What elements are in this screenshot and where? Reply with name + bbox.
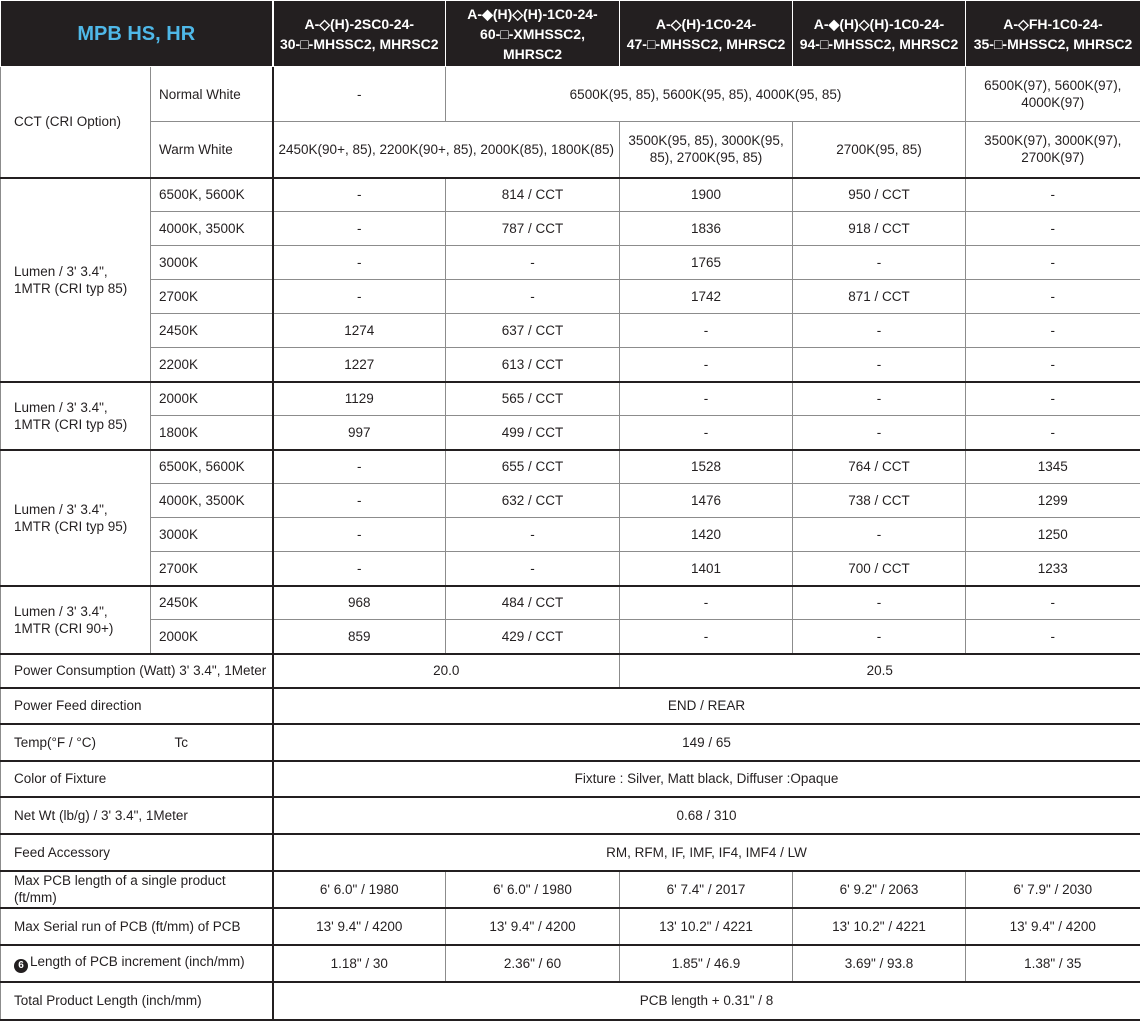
cct-warm-row: [1, 122, 1140, 178]
model-header-5: [966, 1, 1140, 67]
lumen-value: 950 / CCT: [793, 178, 966, 212]
pcb-increment-value: 2.36" / 60: [446, 945, 620, 982]
lumen-value: -: [446, 246, 620, 280]
series-title: MPB HS, HR: [1, 1, 273, 67]
lumen-value: 1233: [966, 552, 1140, 586]
model-1-line2: 30-□-MHSSC2, MHRSC2: [279, 35, 439, 52]
model-5-line2: 35-□-MHSSC2, MHRSC2: [973, 35, 1133, 52]
lumen-value: 1274: [273, 314, 446, 348]
lumen-value: -: [273, 518, 446, 552]
lumen-value: 499 / CCT: [446, 416, 620, 450]
lumen-row: [1, 620, 1140, 654]
lumen-cct: 4000K, 3500K: [151, 212, 273, 246]
color-value: Fixture : Silver, Matt black, Diffuser :Opaque: [273, 761, 1140, 797]
lumen-value: 1299: [966, 484, 1140, 518]
lumen-value: 1742: [620, 280, 793, 314]
feed-direction-row: [1, 688, 1140, 724]
lumen-value: -: [966, 382, 1140, 416]
lumen-value: 1836: [620, 212, 793, 246]
lumen-row: [1, 552, 1140, 586]
lumen-value: 764 / CCT: [793, 450, 966, 484]
lumen-value: -: [793, 416, 966, 450]
lumen-value: 814 / CCT: [446, 178, 620, 212]
pcb-increment-value: 1.38" / 35: [966, 945, 1140, 982]
lumen-value: 997: [273, 416, 446, 450]
lumen-cct: 1800K: [151, 416, 273, 450]
lumen-value: 1765: [620, 246, 793, 280]
total-length-row: [1, 982, 1140, 1020]
lumen-value: 1227: [273, 348, 446, 382]
model-2-line1: A-◆(H)◇(H)-1C0-24-: [467, 5, 598, 22]
pcb-increment-label: Length of PCB increment (inch/mm): [30, 954, 245, 969]
feed-direction-label: Power Feed direction: [1, 688, 273, 724]
lumen-cct: 4000K, 3500K: [151, 484, 273, 518]
cct-normal-c5: 6500K(97), 5600K(97), 4000K(97): [966, 67, 1140, 122]
lumen-row: [1, 178, 1140, 212]
lumen-value: -: [620, 382, 793, 416]
lumen-value: -: [446, 280, 620, 314]
lumen-row: [1, 586, 1140, 620]
max-serial-value: 13' 9.4" / 4200: [273, 908, 446, 945]
model-4-line1: A-◆(H)◇(H)-1C0-24-: [813, 15, 945, 32]
lumen-value: -: [620, 620, 793, 654]
lumen-value: -: [966, 620, 1140, 654]
lumen-value: -: [273, 552, 446, 586]
lumen-value: 1129: [273, 382, 446, 416]
cct-warm-c5: 3500K(97), 3000K(97), 2700K(97): [966, 122, 1140, 178]
temp-row: [1, 724, 1140, 761]
lumen-cct: 2450K: [151, 314, 273, 348]
model-header-1: [273, 1, 446, 67]
lumen-value: -: [620, 586, 793, 620]
feed-accessory-value: RM, RFM, IF, IMF, IF4, IMF4 / LW: [273, 834, 1140, 871]
cct-normal-row: [1, 67, 1140, 122]
cct-warm-label: Warm White: [151, 122, 273, 178]
max-pcb-value: 6' 6.0" / 1980: [446, 871, 620, 908]
lumen-value: -: [966, 586, 1140, 620]
lumen-value: -: [446, 518, 620, 552]
max-serial-row: [1, 908, 1140, 945]
max-serial-value: 13' 10.2" / 4221: [793, 908, 966, 945]
lumen-value: -: [966, 246, 1140, 280]
lumen-row: [1, 348, 1140, 382]
net-wt-value: 0.68 / 310: [273, 797, 1140, 834]
lumen-cct: 3000K: [151, 518, 273, 552]
pcb-increment-cell: [1, 945, 273, 982]
feed-accessory-label: Feed Accessory: [1, 834, 273, 871]
model-3-line1: A-◇(H)-1C0-24-: [655, 15, 757, 32]
lumen-value: 1250: [966, 518, 1140, 552]
cct-warm-c3: 3500K(95, 85), 3000K(95, 85), 2700K(95, 85): [620, 122, 793, 178]
power-row: [1, 654, 1140, 688]
lumen-value: 1476: [620, 484, 793, 518]
lumen-value: -: [273, 484, 446, 518]
model-2-line2: 60-□-XMHSSC2, MHRSC2: [480, 25, 585, 62]
lumen-row: [1, 416, 1140, 450]
lumen-value: -: [273, 280, 446, 314]
lumen-value: 968: [273, 586, 446, 620]
max-serial-label: Max Serial run of PCB (ft/mm) of PCB: [1, 908, 273, 945]
lumen-value: 1401: [620, 552, 793, 586]
lumen-value: -: [273, 450, 446, 484]
temp-sub-label: Tc: [151, 724, 273, 761]
lumen-value: 918 / CCT: [793, 212, 966, 246]
lumen-cct: 2700K: [151, 552, 273, 586]
model-header-4: [793, 1, 966, 67]
lumen-value: -: [793, 314, 966, 348]
model-header-2: [446, 1, 620, 67]
power-c1-2: 20.0: [273, 654, 620, 688]
pcb-increment-value: 1.85" / 46.9: [620, 945, 793, 982]
net-wt-row: [1, 797, 1140, 834]
feed-direction-value: END / REAR: [273, 688, 1140, 724]
color-label: Color of Fixture: [1, 761, 273, 797]
max-pcb-label: Max PCB length of a single product (ft/mm): [1, 871, 273, 908]
lumen-cct: 6500K, 5600K: [151, 178, 273, 212]
lumen-cct: 2000K: [151, 620, 273, 654]
lumen-value: 613 / CCT: [446, 348, 620, 382]
power-c3-5: 20.5: [620, 654, 1140, 688]
lumen-value: 859: [273, 620, 446, 654]
lumen-row: [1, 484, 1140, 518]
lumen-cct: 2000K: [151, 382, 273, 416]
lumen-value: 1900: [620, 178, 793, 212]
max-pcb-value: 6' 7.9" / 2030: [966, 871, 1140, 908]
lumen-value: -: [273, 212, 446, 246]
header-row: [1, 1, 1140, 67]
max-pcb-value: 6' 7.4" / 2017: [620, 871, 793, 908]
color-row: [1, 761, 1140, 797]
lumen-value: -: [966, 348, 1140, 382]
lumen-group-label: Lumen / 3' 3.4", 1MTR (CRI typ 95): [1, 450, 151, 586]
lumen-cct: 6500K, 5600K: [151, 450, 273, 484]
lumen-value: -: [793, 620, 966, 654]
pcb-increment-value: 1.18" / 30: [273, 945, 446, 982]
lumen-row: [1, 518, 1140, 552]
lumen-value: 637 / CCT: [446, 314, 620, 348]
lumen-row: [1, 280, 1140, 314]
lumen-value: 871 / CCT: [793, 280, 966, 314]
cct-warm-c1-2: 2450K(90+, 85), 2200K(90+, 85), 2000K(85), 1800K(85): [273, 122, 620, 178]
model-5-line1: A-◇FH-1C0-24-: [1003, 15, 1103, 32]
total-length-value: PCB length + 0.31" / 8: [273, 982, 1140, 1020]
lumen-group-label: Lumen / 3' 3.4", 1MTR (CRI typ 85): [1, 178, 151, 382]
model-header-3: [620, 1, 793, 67]
lumen-value: -: [966, 212, 1140, 246]
lumen-value: -: [793, 518, 966, 552]
lumen-value: -: [966, 280, 1140, 314]
lumen-value: 787 / CCT: [446, 212, 620, 246]
lumen-cct: 2200K: [151, 348, 273, 382]
pcb-increment-value: 3.69" / 93.8: [793, 945, 966, 982]
model-1-line1: A-◇(H)-2SC0-24-: [304, 15, 415, 32]
max-serial-value: 13' 10.2" / 4221: [620, 908, 793, 945]
lumen-value: 484 / CCT: [446, 586, 620, 620]
lumen-value: 632 / CCT: [446, 484, 620, 518]
lumen-cct: 3000K: [151, 246, 273, 280]
temp-value: 149 / 65: [273, 724, 1140, 761]
lumen-row: [1, 314, 1140, 348]
lumen-value: -: [793, 246, 966, 280]
lumen-value: 700 / CCT: [793, 552, 966, 586]
lumen-value: -: [793, 382, 966, 416]
cct-normal-c2-4: 6500K(95, 85), 5600K(95, 85), 4000K(95, 85): [446, 67, 966, 122]
lumen-value: -: [620, 314, 793, 348]
total-length-label: Total Product Length (inch/mm): [1, 982, 273, 1020]
lumen-value: 1345: [966, 450, 1140, 484]
lumen-value: -: [620, 348, 793, 382]
lumen-value: -: [793, 586, 966, 620]
max-serial-value: 13' 9.4" / 4200: [446, 908, 620, 945]
power-label: Power Consumption (Watt) 3' 3.4", 1Meter: [1, 654, 273, 688]
lumen-value: -: [966, 178, 1140, 212]
max-serial-value: 13' 9.4" / 4200: [966, 908, 1140, 945]
lumen-value: -: [273, 178, 446, 212]
lumen-value: 429 / CCT: [446, 620, 620, 654]
lumen-value: -: [273, 246, 446, 280]
lumen-cct: 2700K: [151, 280, 273, 314]
cct-warm-c4: 2700K(95, 85): [793, 122, 966, 178]
lumen-row: [1, 212, 1140, 246]
max-pcb-value: 6' 9.2" / 2063: [793, 871, 966, 908]
cct-normal-label: Normal White: [151, 67, 273, 122]
lumen-group-label: Lumen / 3' 3.4", 1MTR (CRI typ 85): [1, 382, 151, 450]
lumen-value: -: [793, 348, 966, 382]
lumen-value: 1528: [620, 450, 793, 484]
model-3-line2: 47-□-MHSSC2, MHRSC2: [626, 35, 786, 52]
net-wt-label: Net Wt (lb/g) / 3' 3.4", 1Meter: [1, 797, 273, 834]
lumen-value: -: [966, 314, 1140, 348]
model-4-line2: 94-□-MHSSC2, MHRSC2: [799, 35, 959, 52]
cct-normal-c1: -: [273, 67, 446, 122]
max-pcb-value: 6' 6.0" / 1980: [273, 871, 446, 908]
cct-label: CCT (CRI Option): [1, 67, 151, 178]
lumen-value: 738 / CCT: [793, 484, 966, 518]
footnote-marker-icon: 6: [14, 959, 28, 973]
lumen-cct: 2450K: [151, 586, 273, 620]
lumen-value: -: [620, 416, 793, 450]
temp-label: Temp(°F / °C): [1, 724, 151, 761]
lumen-value: -: [446, 552, 620, 586]
max-pcb-row: [1, 871, 1140, 908]
lumen-value: 655 / CCT: [446, 450, 620, 484]
lumen-row: [1, 450, 1140, 484]
lumen-row: [1, 382, 1140, 416]
lumen-row: [1, 246, 1140, 280]
feed-accessory-row: [1, 834, 1140, 871]
lumen-value: 565 / CCT: [446, 382, 620, 416]
lumen-group-label: Lumen / 3' 3.4", 1MTR (CRI 90+): [1, 586, 151, 654]
lumen-value: 1420: [620, 518, 793, 552]
lumen-value: -: [966, 416, 1140, 450]
pcb-increment-row: [1, 945, 1140, 982]
